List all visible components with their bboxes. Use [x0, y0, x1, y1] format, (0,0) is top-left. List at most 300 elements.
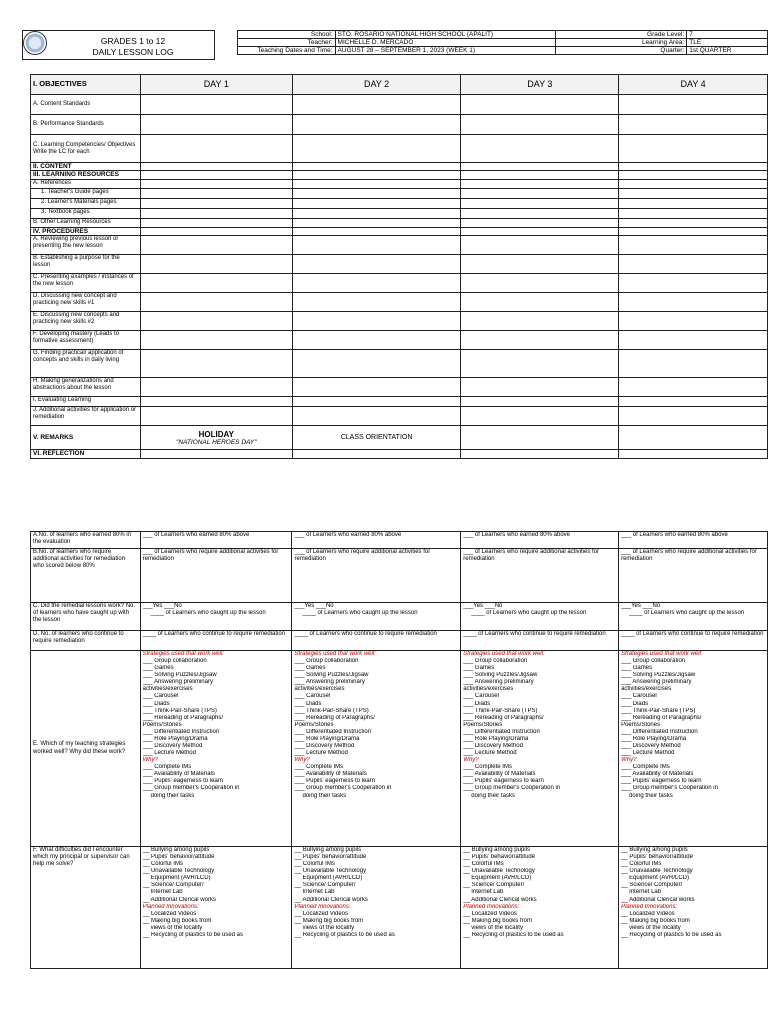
cell-day3[interactable]	[461, 651, 619, 847]
difficulty-item: __ Bullying among pupils	[294, 847, 362, 853]
row-label: A. Content Standards	[31, 95, 141, 115]
difficulty-item: Equipment (AVR/LCD)	[302, 875, 363, 882]
difficulty-item: __ Unavailable Technology	[463, 868, 535, 875]
difficulty-item: __ Bullying among pupils	[463, 847, 530, 853]
table-row	[31, 255, 768, 274]
cell-day4[interactable]	[619, 227, 768, 235]
yes-no-text: ___Yes ___No	[142, 603, 182, 609]
cell-day2[interactable]	[292, 407, 461, 426]
cell-day4[interactable]	[619, 135, 768, 163]
cell-day2[interactable]	[292, 188, 461, 198]
title-daily-lesson-log: DAILY LESSON LOG	[92, 47, 174, 57]
table-row	[31, 171, 768, 179]
cell-day2[interactable]	[292, 255, 461, 274]
table-row	[31, 218, 768, 227]
strategy-item: ___ Role Playing/Drama	[621, 735, 687, 742]
strategy-item: ___ Games	[621, 665, 653, 672]
table-row	[31, 293, 768, 312]
row-label: B. Performance Standards	[31, 115, 141, 135]
difficulty-item: __ Bullying among pupils	[142, 847, 210, 853]
cell-day4[interactable]	[619, 603, 768, 631]
strategy-item: ___ Lecture Method	[463, 750, 517, 757]
cell-day1[interactable]	[140, 236, 292, 255]
cell-day4[interactable]	[619, 218, 768, 227]
cell-day1[interactable]	[140, 847, 292, 969]
difficulty-item: __ Unavailable Technology	[621, 868, 693, 875]
difficulty-item: __ Science/ Computer/	[463, 882, 525, 889]
row-label: C. Learning Competencies/ Objectives Write the LC for each	[31, 135, 141, 163]
difficulty-item: __ Unavailable Technology	[142, 868, 215, 875]
innovation-item: __ Making big books from	[621, 917, 690, 924]
remediation-text: ___ of Learners who require additional activities for remediation	[294, 549, 431, 563]
cell-day2[interactable]	[292, 171, 461, 179]
strategy-item: ___ Role Playing/Drama	[463, 735, 529, 742]
earned-80-text: ___ of Learners who earned 80% above	[463, 532, 570, 538]
cell-day4[interactable]	[619, 293, 768, 312]
table-row	[31, 378, 768, 397]
why-heading: Why?	[294, 757, 310, 764]
cell-day2[interactable]	[292, 208, 461, 218]
row-label: C. Did the remedial lessons work? No. of learners who have caught up with the lesson	[31, 603, 141, 631]
grade-level-label: Grade Level:	[556, 31, 687, 39]
table-row	[31, 179, 768, 188]
cell-day4[interactable]	[619, 532, 768, 549]
cell-day2[interactable]	[292, 847, 461, 969]
learning-area-label: Learning Area:	[556, 39, 687, 47]
cell-day2[interactable]	[292, 426, 461, 450]
cell-day3[interactable]	[461, 163, 619, 171]
strategy-item: activities/exercises	[621, 686, 672, 693]
reason-item: ___ Complete IMs	[621, 764, 670, 771]
difficulty-item: __ Unavailable Technology	[294, 868, 367, 875]
objectives-heading: I. OBJECTIVES	[31, 75, 141, 95]
strategy-item: ___ Answering preliminary	[142, 679, 213, 686]
reason-item: ___ Availability of Materials	[621, 771, 694, 778]
cell-day2[interactable]	[292, 163, 461, 171]
cell-day3[interactable]	[461, 188, 619, 198]
cell-day2[interactable]	[292, 450, 461, 459]
strategy-item: ___ Think-Pair-Share (TPS)	[294, 707, 369, 714]
table-row	[31, 549, 768, 603]
yes-no-text: ___Yes ___No	[463, 603, 503, 609]
cell-day3[interactable]	[461, 95, 619, 115]
reason-item: doing their tasks	[302, 792, 347, 799]
difficulty-item: Equipment (AVR/LCD)	[150, 875, 211, 882]
innovations-heading: Planned Innovations:	[294, 903, 351, 910]
learning-area-value: TLE	[687, 39, 768, 47]
row-label: 2. Learner's Materials pages	[31, 198, 141, 208]
header-info-table	[237, 30, 768, 55]
cell-day3[interactable]	[461, 312, 619, 331]
table-row	[31, 95, 768, 115]
earned-80-text: ___ of Learners who earned 80% above	[142, 532, 250, 538]
reason-item: ___ Group member's Cooperation in	[294, 785, 392, 792]
reason-item: doing their tasks	[150, 792, 195, 799]
innovation-item: views of the locality	[629, 924, 681, 931]
cell-day1[interactable]	[140, 631, 292, 651]
row-label: B.No. of learners who require additional activities for remediation who scored below 80%	[31, 549, 141, 603]
cell-day3[interactable]	[461, 450, 619, 459]
strategy-item: ___ Carousel	[463, 693, 499, 700]
innovation-item: __ Making big books from	[463, 917, 532, 924]
continue-remediation-text: ____ of Learners who continue to require remediation	[142, 631, 286, 637]
day4-heading: DAY 4	[619, 75, 768, 95]
quarter-label: Quarter:	[556, 47, 687, 55]
row-label: E. Which of my teaching strategies worked well? Why did these work?	[31, 651, 141, 847]
cell-day1[interactable]	[140, 651, 292, 847]
strategy-item: ___ Rereading of Paragraphs/	[463, 714, 544, 721]
cell-day2[interactable]	[292, 293, 461, 312]
cell-day1[interactable]	[140, 293, 292, 312]
earned-80-text: ___ of Learners who earned 80% above	[621, 532, 728, 538]
cell-day2[interactable]	[292, 350, 461, 378]
table-row	[31, 188, 768, 198]
cell-day4[interactable]	[619, 631, 768, 651]
cell-day2[interactable]	[292, 274, 461, 293]
title-grades: GRADES 1 to 12	[100, 36, 166, 46]
cell-day2[interactable]	[292, 549, 461, 603]
cell-day3[interactable]	[461, 847, 619, 969]
strategy-item: ___ Answering preliminary	[621, 679, 692, 686]
cell-day1[interactable]	[140, 179, 292, 188]
cell-day1[interactable]	[140, 426, 292, 450]
cell-day2[interactable]	[292, 651, 461, 847]
cell-day4[interactable]	[619, 331, 768, 350]
cell-day2[interactable]	[292, 312, 461, 331]
cell-day2[interactable]	[292, 236, 461, 255]
difficulty-item: __ Additional Clerical works	[621, 896, 695, 903]
strategy-item: ___ Differentiated Instruction	[294, 728, 372, 735]
cell-day4[interactable]	[619, 549, 768, 603]
cell-day4[interactable]	[619, 847, 768, 969]
cell-day3[interactable]	[461, 179, 619, 188]
cell-day3[interactable]	[461, 208, 619, 218]
row-label: D. No. of learners who continue to require remediation	[31, 631, 141, 651]
table-row	[31, 227, 768, 235]
table-row	[31, 450, 768, 459]
cell-day3[interactable]	[461, 603, 619, 631]
cell-day4[interactable]	[619, 407, 768, 426]
innovation-item: __ Recycling of plastics to be used as	[463, 931, 564, 938]
cell-day3[interactable]	[461, 293, 619, 312]
remediation-text: ___ of Learners who require additional activities for remediation	[621, 549, 757, 563]
cell-day1[interactable]	[140, 188, 292, 198]
remediation-text: ___ of Learners who require additional activities for remediation	[142, 549, 279, 563]
strategy-item: ___ Carousel	[621, 693, 657, 700]
cell-day1[interactable]	[140, 198, 292, 208]
strategy-item: ___ Discovery Method	[463, 743, 523, 750]
cell-day4[interactable]	[619, 208, 768, 218]
row-label: A. References	[31, 179, 141, 188]
yes-no-text: ___Yes ___No	[621, 603, 661, 609]
day1-heading: DAY 1	[140, 75, 292, 95]
strategy-item: ___ Think-Pair-Share (TPS)	[621, 707, 696, 714]
cell-day2[interactable]	[292, 378, 461, 397]
cell-day1[interactable]	[140, 312, 292, 331]
objectives-table	[30, 74, 768, 459]
reason-item: ___ Group member's Cooperation in	[621, 785, 718, 792]
reason-item: ___ Pupils' eagerness to learn	[294, 778, 375, 785]
cell-day3[interactable]	[461, 171, 619, 179]
strategy-item: ___ Solving Puzzles/Jigsaw	[142, 672, 217, 679]
strategy-item: ___ Lecture Method	[621, 750, 675, 757]
row-label: H. Making generalizations and abstractions about the lesson	[31, 378, 141, 397]
strategy-item: ___ Answering preliminary	[294, 679, 365, 686]
cell-day1[interactable]	[140, 115, 292, 135]
continue-remediation-text: ____ of Learners who continue to require remediation	[294, 631, 437, 637]
difficulty-item: Internet Lab	[629, 889, 662, 896]
row-label: II. CONTENT	[31, 163, 141, 171]
row-label: 1. Teacher's Guide pages	[31, 188, 141, 198]
table-row	[31, 407, 768, 426]
cell-day1[interactable]	[140, 274, 292, 293]
day3-heading: DAY 3	[461, 75, 619, 95]
cell-day4[interactable]	[619, 312, 768, 331]
cell-day1[interactable]	[140, 378, 292, 397]
dates-label: Teaching Dates and Time:	[238, 47, 336, 55]
cell-day1[interactable]	[140, 350, 292, 378]
cell-day4[interactable]	[619, 198, 768, 208]
cell-day1[interactable]	[140, 603, 292, 631]
cell-day4[interactable]	[619, 171, 768, 179]
strategy-item: activities/exercises	[463, 686, 514, 693]
cell-day1[interactable]	[140, 549, 292, 603]
difficulty-item: __ Pupils' behavior/attitude	[621, 854, 693, 861]
reason-item: doing their tasks	[471, 792, 515, 799]
reason-item: ___ Availability of Materials	[294, 771, 367, 778]
strategies-heading: Strategies used that work well:	[294, 651, 376, 657]
table-row	[31, 163, 768, 171]
cell-day1[interactable]	[140, 331, 292, 350]
continue-remediation-text: ____ of Learners who continue to require remediation	[463, 631, 606, 637]
row-label: D. Discussing new concept and practicing new skills #1	[31, 293, 141, 312]
cell-day3[interactable]	[461, 115, 619, 135]
cell-day4[interactable]	[619, 255, 768, 274]
cell-day3[interactable]	[461, 350, 619, 378]
cell-day3[interactable]	[461, 274, 619, 293]
difficulty-item: Internet Lab	[302, 889, 335, 896]
strategy-item: Poems/Stories	[294, 721, 334, 728]
quarter-value: 1st QUARTER	[687, 47, 768, 55]
strategy-item: ___ Group collaboration	[142, 658, 207, 665]
cell-day3[interactable]	[461, 631, 619, 651]
cell-day1[interactable]	[140, 218, 292, 227]
cell-day4[interactable]	[619, 450, 768, 459]
caught-up-text: ____ of Learners who caught up the lesson	[629, 610, 745, 617]
cell-day4[interactable]	[619, 274, 768, 293]
strategy-item: ___ Think-Pair-Share (TPS)	[142, 707, 217, 714]
cell-day1[interactable]	[140, 407, 292, 426]
cell-day1[interactable]	[140, 450, 292, 459]
strategy-item: ___ Games	[294, 665, 326, 672]
row-label: A.No. of learners who earned 80% in the evaluation	[31, 532, 141, 549]
table-row	[31, 350, 768, 378]
caught-up-text: ____ of Learners who caught up the lesson	[150, 610, 266, 617]
cell-day1[interactable]	[140, 171, 292, 179]
cell-day3[interactable]	[461, 378, 619, 397]
teacher-label: Teacher:	[238, 39, 336, 47]
cell-day3[interactable]	[461, 397, 619, 407]
cell-day1[interactable]	[140, 255, 292, 274]
lesson-log-header	[22, 30, 768, 60]
table-row	[31, 312, 768, 331]
strategy-item: ___ Diads	[294, 700, 322, 707]
cell-day2[interactable]	[292, 95, 461, 115]
cell-day4[interactable]	[619, 95, 768, 115]
row-label: I. Evaluating Learning	[31, 397, 141, 407]
cell-day3[interactable]	[461, 135, 619, 163]
cell-day4[interactable]	[619, 163, 768, 171]
reason-item: ___ Pupils' eagerness to learn	[621, 778, 702, 785]
row-label: V. REMARKS	[31, 426, 141, 450]
strategy-item: ___ Diads	[621, 700, 649, 707]
cell-day2[interactable]	[292, 532, 461, 549]
caught-up-text: ____ of Learners who caught up the lesson	[471, 610, 587, 617]
cell-day2[interactable]	[292, 179, 461, 188]
difficulties-row	[31, 847, 768, 969]
table-row	[31, 331, 768, 350]
cell-day3[interactable]	[461, 198, 619, 208]
cell-day4[interactable]	[619, 651, 768, 847]
cell-day2[interactable]	[292, 227, 461, 235]
strategy-item: ___ Group collaboration	[463, 658, 528, 665]
yes-no-text: ___Yes ___No	[294, 603, 334, 609]
cell-day3[interactable]	[461, 236, 619, 255]
reason-item: ___ Pupils' eagerness to learn	[142, 778, 224, 785]
cell-day2[interactable]	[292, 631, 461, 651]
cell-day4[interactable]	[619, 426, 768, 450]
innovation-item: views of the locality	[302, 924, 355, 931]
reason-item: ___ Complete IMs	[142, 764, 192, 771]
difficulty-item: Equipment (AVR/LCD)	[471, 875, 532, 882]
title-box	[22, 30, 215, 60]
row-label: E. Discussing new concepts and practicing new skills #2	[31, 312, 141, 331]
strategy-item: ___ Role Playing/Drama	[294, 735, 360, 742]
cell-day3[interactable]	[461, 426, 619, 450]
strategy-item: ___ Discovery Method	[621, 743, 681, 750]
cell-day2[interactable]	[292, 603, 461, 631]
strategy-item: ___ Differentiated Instruction	[463, 728, 540, 735]
row-label: VI. REFLECTION	[31, 450, 141, 459]
cell-day1[interactable]	[140, 135, 292, 163]
table-row	[31, 631, 768, 651]
innovation-item: __ Localized Videos	[294, 910, 349, 917]
cell-day2[interactable]	[292, 218, 461, 227]
why-heading: Why?	[142, 757, 158, 764]
strategy-item: ___ Games	[142, 665, 174, 672]
innovation-item: views of the locality	[150, 924, 203, 931]
cell-day4[interactable]	[619, 350, 768, 378]
strategy-item: ___ Lecture Method	[142, 750, 196, 757]
remarks-row	[31, 426, 768, 450]
reason-item: ___ Availability of Materials	[463, 771, 536, 778]
difficulty-item: __ Science/ Computer/	[621, 882, 683, 889]
cell-day4[interactable]	[619, 397, 768, 407]
difficulty-item: __ Bullying among pupils	[621, 847, 688, 853]
cell-day4[interactable]	[619, 188, 768, 198]
strategy-item: activities/exercises	[294, 686, 345, 693]
strategy-item: Poems/Stories	[463, 721, 503, 728]
cell-day4[interactable]	[619, 179, 768, 188]
innovation-item: __ Recycling of plastics to be used as	[621, 931, 722, 938]
cell-day3[interactable]	[461, 549, 619, 603]
strategy-item: ___ Role Playing/Drama	[142, 735, 208, 742]
dates-value: AUGUST 28 – SEPTEMBER 1, 2023 (WEEK 1)	[335, 47, 556, 55]
cell-day1[interactable]	[140, 227, 292, 235]
cell-day1[interactable]	[140, 208, 292, 218]
strategy-item: ___ Differentiated Instruction	[142, 728, 220, 735]
strategy-item: activities/exercises	[142, 686, 193, 693]
difficulty-item: __ Colorful IMs	[294, 861, 335, 868]
strategy-item: Poems/Stories	[142, 721, 182, 728]
difficulty-item: __ Science/ Computer/	[294, 882, 356, 889]
cell-day3[interactable]	[461, 255, 619, 274]
cell-day2[interactable]	[292, 198, 461, 208]
strategy-item: ___ Rereading of Paragraphs/	[621, 714, 702, 721]
cell-day1[interactable]	[140, 397, 292, 407]
cell-day2[interactable]	[292, 331, 461, 350]
reason-item: doing their tasks	[629, 792, 673, 799]
school-label: School:	[238, 31, 336, 39]
earned-80-text: ___ of Learners who earned 80% above	[294, 532, 402, 538]
why-heading: Why?	[621, 757, 637, 764]
cell-day1[interactable]	[140, 163, 292, 171]
holiday-name: "NATIONAL HEROES DAY"	[176, 438, 257, 446]
strategy-item: ___ Discovery Method	[294, 743, 355, 750]
table-row	[31, 397, 768, 407]
strategy-item: ___ Discovery Method	[142, 743, 203, 750]
difficulty-item: Equipment (AVR/LCD)	[629, 875, 689, 882]
difficulty-item: __ Colorful IMs	[142, 861, 183, 868]
class-orientation-label: CLASS ORIENTATION	[340, 433, 413, 441]
cell-day2[interactable]	[292, 135, 461, 163]
cell-day2[interactable]	[292, 115, 461, 135]
innovations-heading: Planned Innovations:	[621, 903, 678, 910]
strategy-item: ___ Diads	[142, 700, 170, 707]
reason-item: ___ Availability of Materials	[142, 771, 215, 778]
cell-day1[interactable]	[140, 95, 292, 115]
cell-day1[interactable]	[140, 532, 292, 549]
cell-day4[interactable]	[619, 115, 768, 135]
row-label: F. What difficulties did I encounter which my principal or supervisor can help me solve?	[31, 847, 141, 969]
cell-day4[interactable]	[619, 378, 768, 397]
innovations-heading: Planned Innovations:	[142, 903, 199, 910]
innovation-item: __ Making big books from	[142, 917, 212, 924]
strategy-item: ___ Think-Pair-Share (TPS)	[463, 707, 538, 714]
cell-day3[interactable]	[461, 407, 619, 426]
cell-day3[interactable]	[461, 227, 619, 235]
strategy-item: ___ Rereading of Paragraphs/	[294, 714, 375, 721]
remediation-text: ___ of Learners who require additional activities for remediation	[463, 549, 599, 563]
table-row	[31, 236, 768, 255]
strategy-item: ___ Games	[463, 665, 495, 672]
difficulty-item: __ Additional Clerical works	[294, 896, 368, 903]
difficulty-item: Internet Lab	[471, 889, 504, 896]
strategies-heading: Strategies used that work well:	[463, 651, 545, 657]
cell-day3[interactable]	[461, 331, 619, 350]
why-heading: Why?	[463, 757, 479, 764]
innovation-item: views of the locality	[471, 924, 523, 931]
cell-day2[interactable]	[292, 397, 461, 407]
deped-seal-icon	[23, 31, 47, 55]
cell-day4[interactable]	[619, 236, 768, 255]
difficulty-item: __ Pupils' behavior/attitude	[142, 854, 215, 861]
table-row	[31, 198, 768, 208]
day2-heading: DAY 2	[292, 75, 461, 95]
cell-day3[interactable]	[461, 532, 619, 549]
school-value: STO. ROSARIO NATIONAL HIGH SCHOOL (APALIT)	[335, 31, 556, 39]
cell-day3[interactable]	[461, 218, 619, 227]
